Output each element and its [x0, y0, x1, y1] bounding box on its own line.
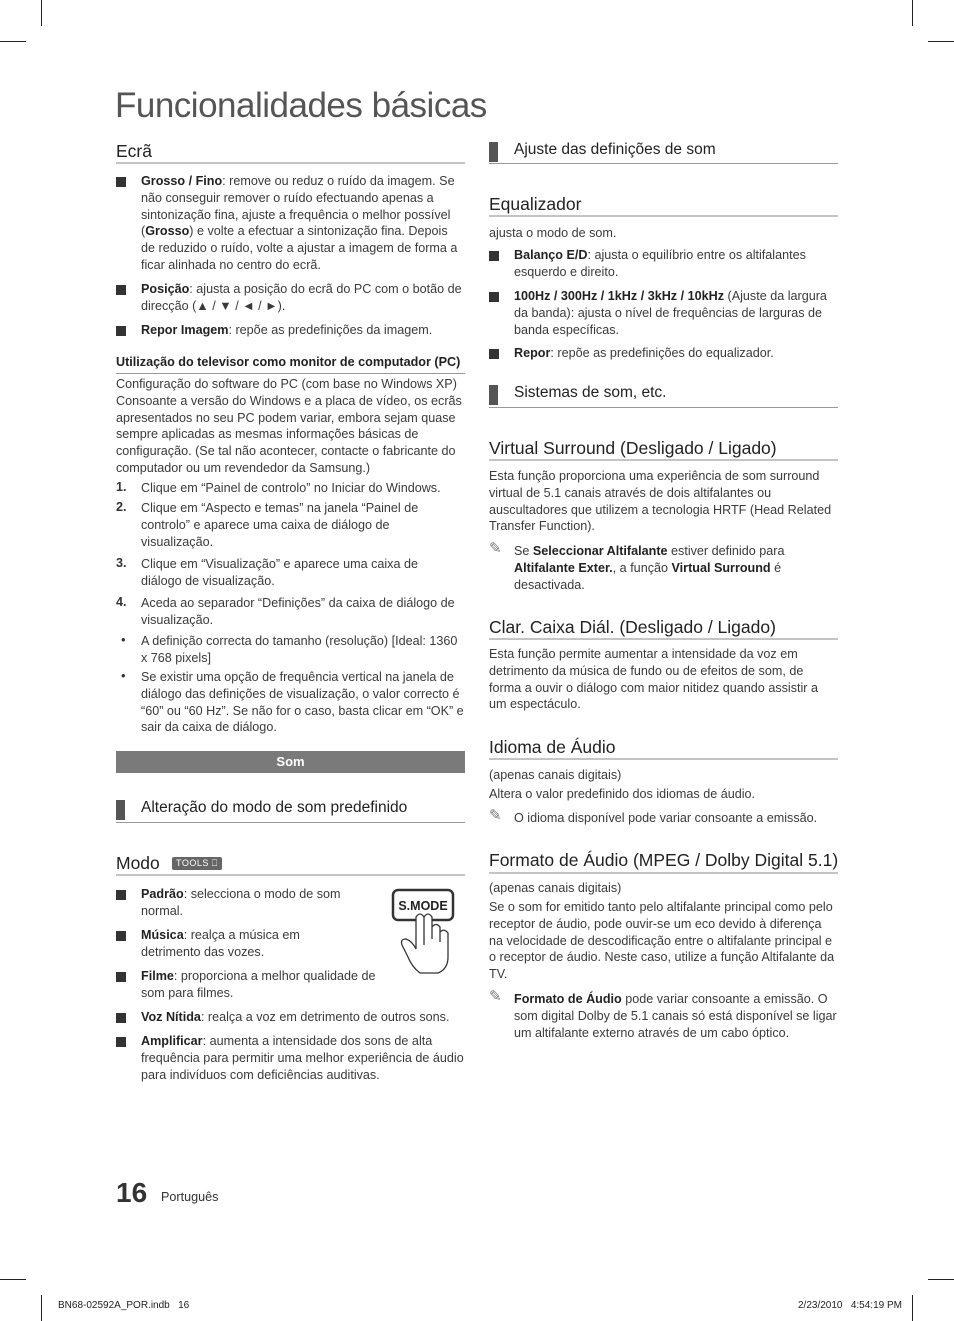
subsection-rule	[489, 407, 838, 408]
step-number: 4.	[116, 595, 127, 609]
subsection-rule	[489, 163, 838, 164]
list-item: Balanço E/D: ajusta o equilíbrio entre os altifalantes esquerdo e direito.	[514, 248, 806, 279]
step-number: 3.	[116, 556, 127, 570]
step-text: Clique em “Painel de controlo” no Iniciar do Windows.	[141, 481, 441, 495]
bullet-square	[489, 292, 499, 302]
bullet-text: Se existir uma opção de frequência vertical na janela de diálogo das definições de visualização, o valor correcto é “60” ou “60 Hz”. Se não for o caso, basta clicar em “OK” e sair da caixa de diálogo.	[141, 670, 464, 735]
subsection-rule	[116, 822, 465, 823]
crop-mark	[928, 41, 954, 42]
section-rule	[489, 215, 838, 217]
section-title-ecra: Ecrã	[116, 141, 152, 161]
bullet-square	[489, 251, 499, 261]
section-title-idioma: Idioma de Áudio	[489, 737, 616, 757]
list-item: Padrão: selecciona o modo de som normal.	[141, 887, 341, 918]
list-item: Filme: proporciona a melhor qualidade de som para filmes.	[141, 969, 376, 1000]
bullet-square	[116, 931, 126, 941]
note-icon: ✎	[489, 807, 502, 824]
subsection-title-alteracao: Alteração do modo de som predefinido	[141, 799, 408, 816]
footer-file: BN68-02592A_POR.indb 16	[58, 1300, 190, 1311]
section-title-virtual: Virtual Surround (Desligado / Ligado)	[489, 438, 777, 458]
subtitle-text: (apenas canais digitais)	[489, 881, 622, 895]
bullet-square	[116, 285, 126, 295]
section-rule	[489, 872, 838, 874]
section-title-formato: Formato de Áudio (MPEG / Dolby Digital 5.1)	[489, 850, 839, 870]
subsection-title-sistemas: Sistemas de som, etc.	[514, 384, 667, 401]
bullet-dot: •	[121, 668, 126, 683]
subsection-title: Utilização do televisor como monitor de computador (PC)	[116, 355, 461, 369]
bullet-square	[116, 1013, 126, 1023]
section-band-som: Som	[116, 751, 465, 773]
tools-badge: TOOLS ⎕	[172, 857, 222, 870]
remote-button-label: S.MODE	[398, 899, 448, 913]
list-item: Voz Nítida: realça a voz em detrimento de outros sons.	[141, 1010, 450, 1024]
step-number: 1.	[116, 480, 127, 494]
crop-mark	[41, 1295, 42, 1321]
bullet-square	[116, 326, 126, 336]
note-icon: ✎	[489, 540, 502, 557]
paragraph: Altera o valor predefinido dos idiomas de áudio.	[489, 787, 756, 801]
step-number: 2.	[116, 500, 127, 514]
note-text: O idioma disponível pode variar consoante a emissão.	[514, 811, 818, 825]
list-item: Repor Imagem: repõe as predefinições da imagem.	[141, 323, 433, 337]
intro-paragraph: Configuração do software do PC (com base no Windows XP) Consoante a versão do Windows e a placa de vídeo, os ecrãs apresentados no seu PC podem variar, embora sejam quase sempre aplicadas as mesmas informações básicas de configuração. (Se tal não acontecer, contacte o fabricante do computador ou um revendedor da Samsung.)	[116, 377, 462, 475]
crop-mark	[0, 1279, 26, 1280]
step-text: Aceda ao separador “Definições” da caixa de diálogo de visualização.	[141, 596, 455, 627]
list-item: 100Hz / 300Hz / 1kHz / 3kHz / 10kHz (Ajuste da largura da banda): ajusta o nível de frequências de larguras de banda específicas.	[514, 289, 827, 337]
subsection-marker	[116, 800, 125, 820]
intro-text: ajusta o modo de som.	[489, 226, 617, 240]
list-item: Repor: repõe as predefinições do equalizador.	[514, 346, 774, 360]
subsection-rule	[116, 373, 465, 374]
subsection-marker	[489, 385, 498, 405]
section-rule	[489, 638, 838, 640]
bullet-dot: •	[121, 632, 126, 647]
section-rule	[489, 758, 838, 760]
list-item: Posição: ajusta a posição do ecrã do PC com o botão de direcção (▲ / ▼ / ◄ / ►).	[141, 282, 462, 313]
list-item: Amplificar: aumenta a intensidade dos sons de alta frequência para permitir uma melhor experiência de áudio para indivíduos com deficiências auditivas.	[141, 1034, 464, 1082]
page-language: Português	[161, 1190, 219, 1204]
section-rule	[489, 459, 838, 461]
section-title-clar: Clar. Caixa Diál. (Desligado / Ligado)	[489, 617, 776, 637]
note-text: Formato de Áudio pode variar consoante a emissão. O som digital Dolby de 5.1 canais só está disponível se ligar um altifalante externo através de um cabo óptico.	[514, 992, 837, 1040]
crop-mark	[928, 1279, 954, 1280]
bullet-text: A definição correcta do tamanho (resolução) [Ideal: 1360 x 768 pixels]	[141, 634, 458, 665]
paragraph: Esta função proporciona uma experiência de som surround virtual de 5.1 canais através de dois altifalantes ou auscultadores que utilizem a tecnologia HRTF (Head Related Transfer Function).	[489, 469, 832, 534]
bullet-square	[116, 890, 126, 900]
crop-mark	[41, 0, 42, 26]
section-rule	[116, 162, 465, 164]
bullet-square	[116, 1037, 126, 1047]
subtitle-text: (apenas canais digitais)	[489, 768, 622, 782]
page-title: Funcionalidades básicas	[115, 86, 487, 125]
step-text: Clique em “Aspecto e temas” na janela “Painel de controlo” e aparece uma caixa de diálogo de visualização.	[141, 501, 419, 549]
step-text: Clique em “Visualização” e aparece uma caixa de diálogo de visualização.	[141, 557, 418, 588]
list-item: Música: realça a música em detrimento das vozes.	[141, 928, 300, 959]
subsection-title-ajuste: Ajuste das definições de som	[514, 141, 716, 158]
remote-button-illustration	[390, 887, 460, 977]
subsection-marker	[489, 142, 498, 162]
section-rule	[116, 874, 465, 876]
crop-mark	[0, 41, 26, 42]
note-icon: ✎	[489, 988, 502, 1005]
list-item: Grosso / Fino: remove ou reduz o ruído da imagem. Se não conseguir remover o ruído efectuando apenas a sintonização fina, ajuste a frequência o melhor possível (Grosso) e volte a efectuar a sintonização fina. Depois de reduzido o ruído, volte a ajustar a imagem de forma a ficar alinhada no centro do ecrã.	[141, 174, 458, 272]
crop-mark	[912, 1295, 913, 1321]
section-title-equalizador: Equalizador	[489, 194, 582, 214]
section-title-modo: Modo	[116, 853, 160, 873]
bullet-square	[116, 177, 126, 187]
crop-mark	[912, 0, 913, 26]
bullet-square	[116, 972, 126, 982]
paragraph: Se o som for emitido tanto pelo altifalante principal como pelo receptor de áudio, pode ouvir-se um eco devido à diferença na velocidade de descodificação entre o altifalante principal e o receptor de áudio. Neste caso, utilize a função Altifalante da TV.	[489, 900, 835, 982]
page-number: 16	[116, 1177, 148, 1208]
paragraph: Esta função permite aumentar a intensidade da voz em detrimento da música de fundo ou de efeitos de som, de forma a ouvir o diálogo com maior nitidez quando assistir a um espectáculo.	[489, 647, 818, 712]
footer-date: 2/23/2010 4:54:19 PM	[798, 1300, 902, 1311]
bullet-square	[489, 349, 499, 359]
note-text: Se Seleccionar Altifalante estiver definido para Altifalante Exter., a função Virtual Surround é desactivada.	[514, 544, 785, 592]
tools-icon: ⎕	[211, 858, 218, 868]
